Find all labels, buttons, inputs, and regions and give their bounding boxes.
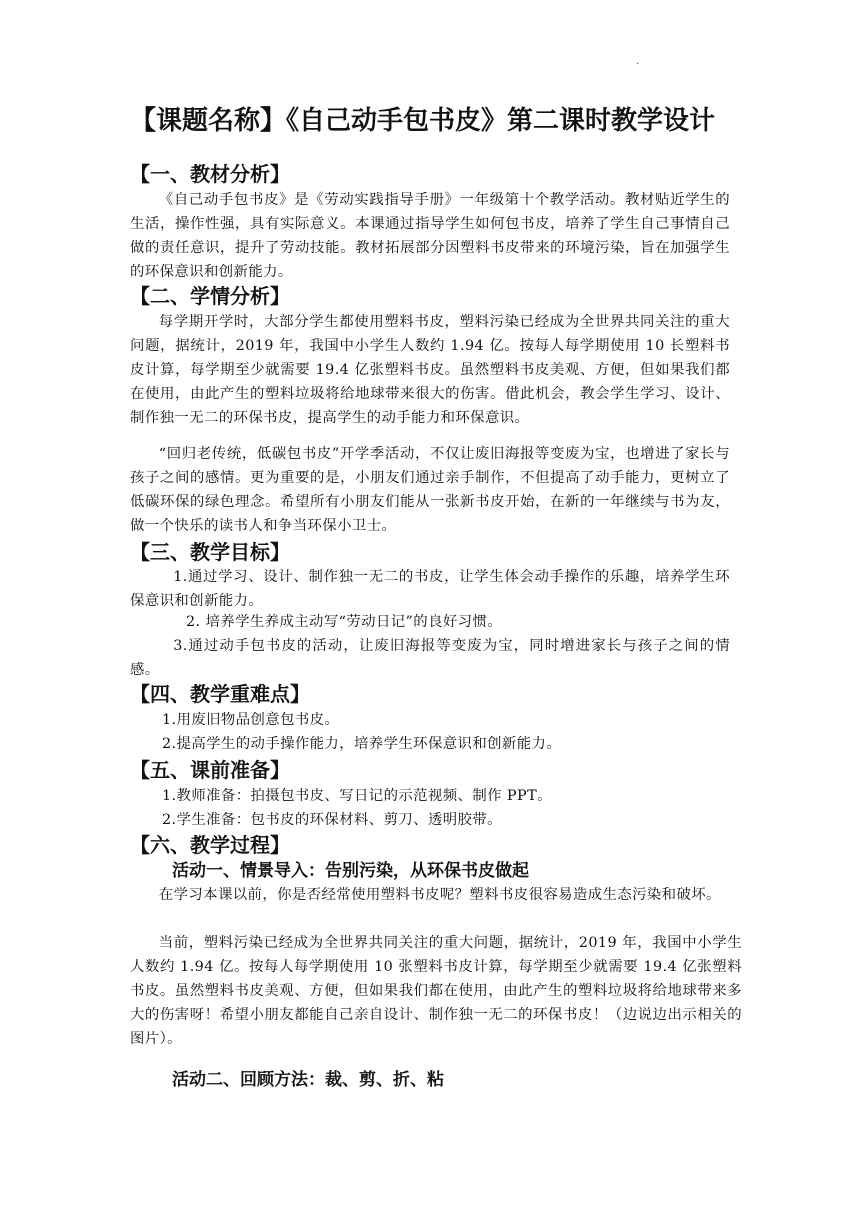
activity-1-paragraph-1: 在学习本课以前，你是否经常使用塑料书皮呢？塑料书皮很容易造成生态污染和破坏。 xyxy=(158,887,721,903)
section-heading-preparation: 【五、课前准备】 xyxy=(130,758,290,782)
activity-1-title: 活动一、情景导入：告别污染，从环保书皮做起 xyxy=(172,861,529,881)
key-point-2: 2.提高学生的动手操作能力，培养学生环保意识和创新能力。 xyxy=(162,736,562,752)
page-title: 【课题名称】《自己动手包书皮》第二课时教学设计 xyxy=(130,106,716,136)
objective-1: 1.通过学习、设计、制作独一无二的书皮，让学生体会动手操作的乐趣，培养学生环保意识和创新能力。 xyxy=(130,569,730,609)
textbook-analysis-paragraph: 《自己动手包书皮》是《劳动实践指导手册》一年级第十个教学活动。教材贴近学生的生活，操作性强，具有实际意义。本课通过指导学生如何包书皮，培养了学生自己事情自己做的责任意识，提升了劳动技能。教材拓展部分因塑料书皮带来的环境污染，旨在加强学生的环保意识和创新能力。 xyxy=(130,192,730,280)
section-heading-student-analysis: 【二、学情分析】 xyxy=(130,284,290,308)
objective-3: 3.通过动手包书皮的活动，让废旧海报等变废为宝，同时增进家长与孩子之间的情感。 xyxy=(130,638,730,678)
section-heading-teaching-process: 【六、教学过程】 xyxy=(130,833,290,857)
preparation-student: 2.学生准备：包书皮的环保材料、剪刀、透明胶带。 xyxy=(162,812,502,828)
section-heading-textbook-analysis: 【一、教材分析】 xyxy=(130,162,290,186)
preparation-teacher: 1.教师准备：拍摄包书皮、写日记的示范视频、制作 PPT。 xyxy=(162,788,552,804)
section-heading-teaching-objectives: 【三、教学目标】 xyxy=(130,540,290,564)
section-heading-key-difficulties: 【四、教学重难点】 xyxy=(130,682,310,706)
key-point-1: 1.用废旧物品创意包书皮。 xyxy=(162,712,340,728)
header-dot: . xyxy=(636,56,640,67)
activity-1-paragraph-2: 当前，塑料污染已经成为全世界共同关注的重大问题，据统计，2019 年，我国中小学生人数约 1.94 亿。按每人每学期使用 10 张塑料书皮计算，每学期至少就需要 19.4 亿张塑料书皮。虽然塑料书皮美观、方便，但如果我们都在使用，由此产生的塑料垃圾将给地球带来多大的伤害呀！希望小朋友都能自己亲自设计、制作独一无二的环保书皮！（边说边出示相关的图片）。 xyxy=(130,935,742,1047)
student-analysis-paragraph-2: “回归老传统，低碳包书皮”开学季活动，不仅让废旧海报等变废为宝，也增进了家长与孩子之间的感情。更为重要的是，小朋友们通过亲手制作，不但提高了动手能力，更树立了低碳环保的绿色理念。希望所有小朋友们能从一张新书皮开始，在新的一年继续与书为友，做一个快乐的读书人和争当环保小卫士。 xyxy=(130,446,730,534)
student-analysis-paragraph-1: 每学期开学时，大部分学生都使用塑料书皮，塑料污染已经成为全世界共同关注的重大问题，据统计，2019 年，我国中小学生人数约 1.94 亿。按每人每学期使用 10 长塑料书皮计算，每学期至少就需要 19.4 亿张塑料书皮。虽然塑料书皮美观、方便，但如果我们都在使用，由此产生的塑料垃圾将给地球带来很大的伤害。借此机会，教会学生学习、设计、制作独一无二的环保书皮，提高学生的动手能力和环保意识。 xyxy=(130,314,730,426)
objective-2: 2. 培养学生养成主动写“劳动日记”的良好习惯。 xyxy=(186,614,503,630)
activity-2-title: 活动二、回顾方法：裁、剪、折、粘 xyxy=(172,1070,444,1090)
